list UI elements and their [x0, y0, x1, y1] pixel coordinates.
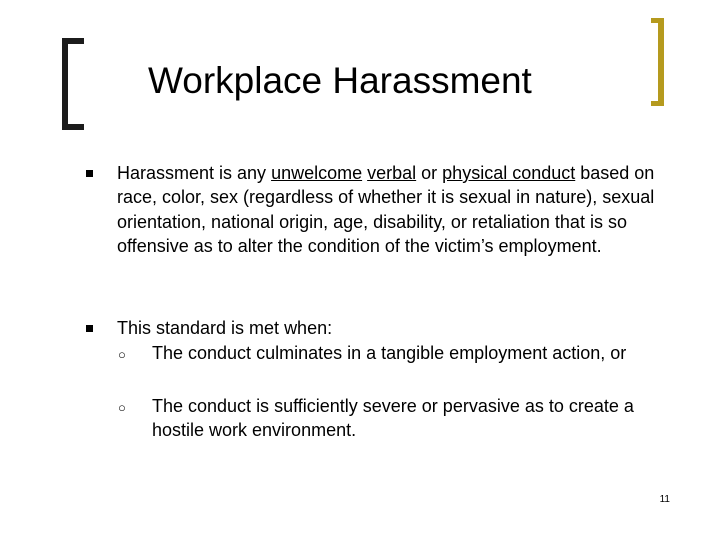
harassment-definition-text — [117, 161, 687, 258]
hollow-circle-bullet-icon: ○ — [118, 400, 126, 415]
square-bullet-icon — [86, 170, 93, 177]
term-tangible-employment-action: tangible employment action — [381, 343, 601, 363]
term-physical-conduct: physical conduct — [442, 163, 576, 183]
text-run: Harassment is any — [117, 163, 272, 183]
text-run: The conduct culminates in a — [152, 343, 382, 363]
standard-intro-text: This standard is met when: — [117, 318, 333, 338]
hollow-circle-bullet-icon: ○ — [118, 347, 126, 362]
term-hostile-work-environment: hostile work environment — [152, 420, 352, 441]
term-unwelcome: unwelcome — [271, 163, 363, 183]
text-run: based on race, color, sex (regardless of whether it is sexual in nature), sexual orientation, national origin, age, disability, or retaliation that is so offensive as to alter the condition of the victim’s employment. — [117, 163, 655, 256]
term-verbal: verbal — [367, 163, 417, 183]
sub-item-tangible-action — [152, 341, 682, 365]
square-bullet-icon — [86, 325, 93, 332]
text-run: or — [416, 163, 443, 183]
sub-item-hostile-environment — [152, 394, 682, 443]
text-run: The conduct is sufficiently severe or pervasive as to create a — [152, 396, 634, 416]
text-run: . — [351, 420, 357, 441]
slide-title: Workplace Harassment — [148, 60, 532, 101]
page-number: 11 — [659, 494, 670, 505]
text-run: , or — [600, 343, 627, 363]
